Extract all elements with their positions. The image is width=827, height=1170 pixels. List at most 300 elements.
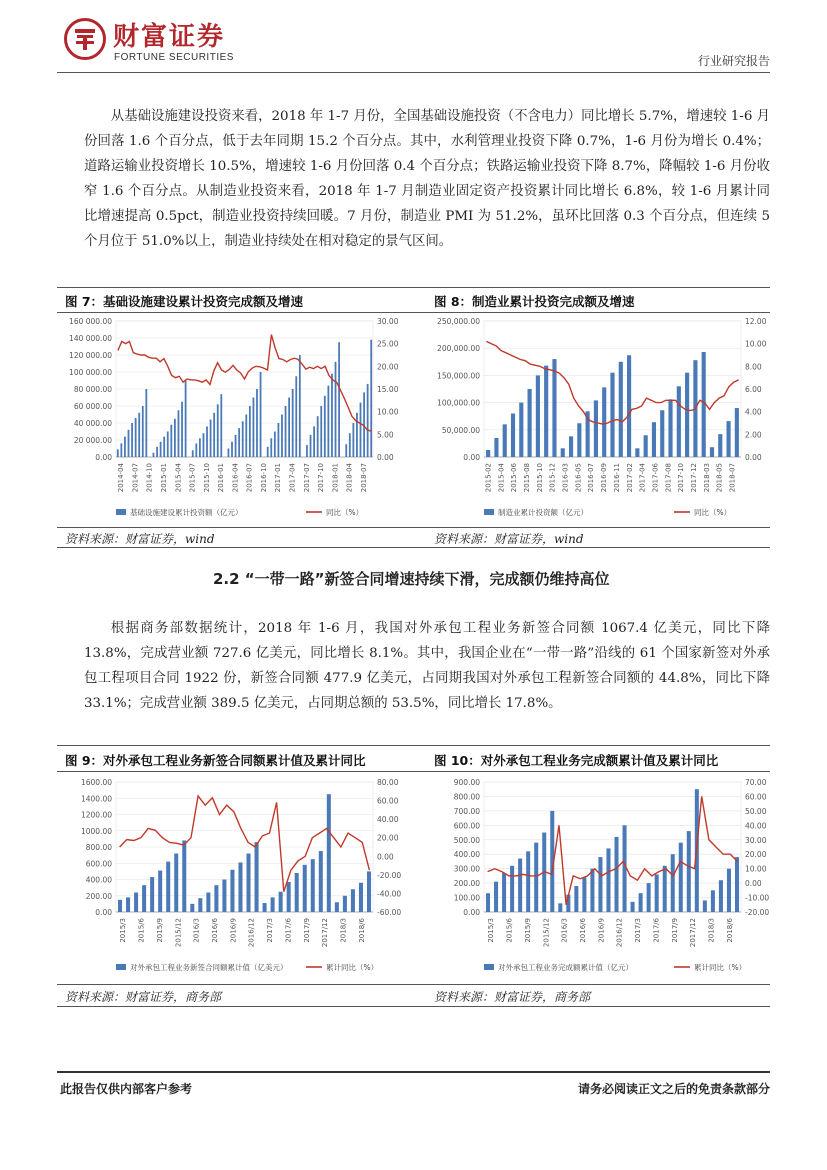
x-tick-label: 2018/3 (339, 918, 348, 943)
bar (195, 443, 197, 457)
figure-7-source: 资料来源：财富证券，wind (65, 532, 215, 546)
bar (249, 406, 251, 457)
x-tick-label: 2016-04 (231, 463, 240, 493)
bar (647, 883, 651, 912)
bar (185, 381, 187, 458)
x-tick-label: 2016-11 (612, 463, 621, 493)
bar (356, 413, 358, 457)
bar (727, 869, 731, 912)
bar (203, 433, 205, 457)
x-tick-label: 2018-05 (715, 463, 724, 493)
bar (192, 450, 194, 457)
bar (271, 897, 275, 912)
bar (153, 453, 155, 457)
bar (278, 423, 280, 457)
bar (335, 902, 339, 912)
legend-bar-label: 基础设施建设累计投资额（亿元） (130, 508, 243, 517)
bar (519, 403, 523, 457)
bar (735, 857, 739, 912)
chart-9 (60, 776, 405, 980)
y2-tick-label: 0.00 (377, 453, 394, 462)
bar (118, 900, 122, 912)
bar (128, 430, 130, 457)
bar (569, 436, 573, 457)
y2-tick-label: 10.00 (377, 407, 399, 417)
x-tick-label: 2016-01 (217, 463, 226, 493)
bar (142, 885, 146, 912)
y2-tick-label: 12.00 (745, 317, 767, 326)
bar (663, 866, 667, 912)
logo-emblem-icon (70, 24, 100, 54)
bar (703, 900, 707, 912)
bar (167, 432, 169, 458)
bar (598, 857, 602, 912)
x-tick-label: 2017-08 (664, 463, 673, 493)
bar (574, 886, 578, 912)
x-tick-label: 2017/6 (284, 918, 293, 943)
legend-line-label: 同比（%） (694, 508, 732, 517)
figure-row2-top-rule (57, 745, 770, 746)
x-tick-label: 2016-05 (574, 463, 583, 493)
bar (270, 438, 272, 457)
y2-tick-label: 60.00 (745, 792, 767, 802)
bar (213, 413, 215, 457)
bar (536, 375, 540, 457)
legend-bar-swatch (116, 509, 126, 515)
bar (526, 851, 530, 912)
y-tick-label: 200.00 (453, 879, 480, 889)
body-paragraph-2 (84, 616, 770, 716)
y-tick-label: 900.00 (453, 778, 480, 787)
company-logo (64, 18, 106, 60)
y2-tick-label: 6.00 (745, 385, 762, 394)
bar (619, 362, 623, 457)
x-tick-label: 2017-10 (317, 463, 326, 493)
bar (178, 410, 180, 457)
legend-bar-label: 制造业累计投资额（亿元） (498, 508, 588, 517)
bar (510, 866, 514, 912)
bar (582, 877, 586, 912)
bar (124, 437, 126, 457)
y2-tick-label: 15.00 (377, 385, 399, 394)
y-tick-label: 100 000.00 (69, 368, 112, 377)
bar (255, 842, 259, 912)
bar (502, 873, 506, 912)
bar (494, 438, 498, 457)
bar (610, 373, 614, 457)
bar (285, 406, 287, 457)
y2-tick-label: 20.00 (745, 850, 767, 860)
bar (552, 359, 556, 457)
x-tick-label: 2015-06 (510, 463, 519, 493)
bar (623, 825, 627, 912)
x-tick-label: 2015-04 (174, 463, 183, 493)
y-tick-label: 1000.00 (80, 826, 112, 836)
y-tick-label: 80 000.00 (73, 385, 112, 394)
x-tick-label: 2016/9 (229, 918, 238, 943)
x-tick-label: 2017-06 (651, 463, 660, 493)
y-tick-label: 0.00 (463, 453, 480, 462)
y-tick-label: 600.00 (453, 821, 480, 831)
chart-8 (428, 315, 773, 525)
legend-bar-label: 对外承包工程业务新签合同额累计值（亿美元） (130, 963, 288, 972)
bar (718, 434, 722, 457)
bar (544, 366, 548, 457)
figure-row-bottom-rule (57, 527, 770, 528)
x-tick-label: 2015-04 (497, 463, 506, 493)
bar (561, 448, 565, 457)
y-tick-label: 120 000.00 (69, 351, 112, 360)
bar (327, 794, 331, 912)
bar (310, 435, 312, 457)
bar (319, 851, 323, 912)
bar (655, 874, 659, 912)
bar (367, 871, 371, 912)
x-tick-label: 2017/9 (302, 918, 311, 943)
y-tick-label: 150,000.00 (437, 371, 480, 381)
x-tick-label: 2015/9 (523, 918, 532, 943)
bar (138, 413, 140, 457)
footer-disclaimer-right: 请务必阅读正文之后的免责条款部分 (577, 1082, 770, 1096)
bar (174, 419, 176, 457)
figure-9-title: 图 9：对外承包工程业务新签合同额累计值及累计同比 (65, 753, 366, 768)
y2-tick-label: -20.00 (377, 870, 402, 880)
bar (158, 871, 162, 912)
bar (511, 413, 515, 457)
bar (639, 893, 643, 912)
y2-tick-label: 0.00 (377, 852, 394, 862)
bar (160, 442, 162, 457)
y-tick-label: 300.00 (453, 864, 480, 874)
x-tick-label: 2018-04 (345, 463, 354, 493)
x-tick-label: 2016-03 (561, 463, 570, 493)
y2-tick-label: -10.00 (745, 893, 770, 903)
bar (222, 880, 226, 913)
bar (287, 882, 291, 912)
figure-10-source: 资料来源：财富证券，商务部 (434, 990, 591, 1004)
figure-9-source: 资料来源：财富证券，商务部 (65, 990, 222, 1004)
legend-bar-swatch (484, 964, 494, 970)
figure-8-source: 资料来源：财富证券，wind (434, 532, 584, 546)
bar (135, 418, 137, 457)
x-tick-label: 2018-03 (702, 463, 711, 493)
bar (267, 447, 269, 457)
footer-rule (57, 1071, 770, 1073)
bar (324, 396, 326, 457)
x-tick-label: 2015/12 (174, 918, 183, 948)
y-tick-label: 600.00 (85, 859, 112, 869)
y2-tick-label: 4.00 (745, 407, 762, 417)
y-tick-label: 20 000.00 (73, 436, 112, 445)
x-tick-label: 2017-04 (638, 463, 647, 493)
x-tick-label: 2016-07 (245, 463, 254, 493)
x-tick-label: 2015-12 (548, 463, 557, 493)
bar (238, 862, 242, 912)
bar (367, 384, 369, 457)
x-tick-label: 2016-09 (600, 463, 609, 493)
bar (679, 843, 683, 912)
bar (156, 447, 158, 457)
section-title: 2.2 “一带一路”新签合同增速持续下滑，完成额仍维持高位 (213, 570, 610, 588)
figure-row2-title-rule (57, 771, 770, 772)
x-tick-label: 2014-10 (145, 463, 154, 493)
bar (606, 848, 610, 912)
bar (256, 389, 258, 457)
y-tick-label: 0.00 (95, 908, 112, 917)
bar (710, 447, 714, 457)
bar (313, 426, 315, 457)
x-tick-label: 2018/6 (725, 918, 734, 943)
y-tick-label: 100,000.00 (437, 398, 480, 408)
x-tick-label: 2017-10 (677, 463, 686, 493)
bar (150, 877, 154, 912)
series-line (120, 796, 370, 892)
x-tick-label: 2015/6 (505, 918, 514, 943)
x-tick-label: 2016/3 (560, 918, 569, 943)
x-tick-label: 2017/3 (634, 918, 643, 943)
y-tick-label: 1400.00 (80, 794, 112, 804)
x-tick-label: 2015-01 (159, 463, 168, 493)
bar (279, 892, 283, 912)
x-tick-label: 2015-07 (188, 463, 197, 493)
bar (671, 854, 675, 912)
y2-tick-label: 5.00 (377, 430, 394, 440)
y2-tick-label: 40.00 (377, 815, 399, 825)
bar (288, 398, 290, 458)
bar (343, 896, 347, 912)
x-tick-label: 2016-07 (587, 463, 596, 493)
bar (668, 399, 672, 457)
y-tick-label: 800.00 (453, 792, 480, 802)
bar (242, 421, 244, 457)
bar (631, 902, 635, 912)
y2-tick-label: -60.00 (377, 908, 402, 917)
bar (677, 386, 681, 457)
chart-10 (428, 776, 773, 980)
bar (245, 415, 247, 458)
y2-tick-label: 25.00 (377, 339, 399, 349)
bar (486, 893, 490, 912)
bar (327, 386, 329, 457)
figure-row-top-rule (57, 287, 770, 288)
y2-tick-label: 0.00 (745, 879, 762, 889)
y-tick-label: 400.00 (85, 875, 112, 885)
legend-bar-swatch (116, 964, 126, 970)
bar (558, 903, 562, 912)
bar (174, 854, 178, 913)
series-line (118, 335, 371, 432)
x-tick-label: 2018-07 (359, 463, 368, 493)
bar (182, 841, 186, 913)
bar (263, 903, 267, 912)
x-tick-label: 2017-01 (274, 463, 283, 493)
x-tick-label: 2016/12 (247, 918, 256, 948)
bar (635, 448, 639, 457)
y-tick-label: 800.00 (85, 843, 112, 852)
bar (199, 438, 201, 457)
x-tick-label: 2018-07 (728, 463, 737, 493)
bar (687, 831, 691, 912)
bar (120, 443, 122, 457)
bar (131, 423, 133, 457)
x-tick-label: 2017-07 (302, 463, 311, 493)
y-tick-label: 100.00 (453, 893, 480, 903)
bar (349, 433, 351, 457)
bar (345, 444, 347, 457)
bar (134, 893, 138, 913)
y-tick-label: 0.00 (463, 908, 480, 917)
bar (317, 416, 319, 457)
bar (503, 424, 507, 457)
y2-tick-label: 10.00 (745, 864, 767, 874)
x-tick-label: 2018-01 (331, 463, 340, 493)
bar (726, 421, 730, 457)
y2-tick-label: 30.00 (377, 317, 399, 326)
x-tick-label: 2017-02 (625, 463, 634, 493)
bar (295, 873, 299, 912)
figure-row2-end-rule (57, 1006, 770, 1007)
bar (370, 340, 372, 457)
bar (126, 897, 130, 912)
y-tick-label: 40 000.00 (73, 419, 112, 428)
bar (331, 374, 333, 457)
header-rule (57, 72, 770, 73)
chart-7 (60, 315, 405, 525)
bar (652, 422, 656, 457)
bar (238, 428, 240, 457)
bar (528, 389, 532, 457)
y2-tick-label: -20.00 (745, 908, 770, 917)
y2-tick-label: 0.00 (745, 453, 762, 462)
bar (190, 904, 194, 912)
y-tick-label: 500.00 (453, 835, 480, 845)
series-line (488, 796, 738, 904)
bar (360, 403, 362, 457)
x-tick-label: 2017-04 (288, 463, 297, 493)
bar (351, 889, 355, 912)
y2-tick-label: 60.00 (377, 796, 399, 806)
x-tick-label: 2014-04 (117, 463, 126, 493)
bar (644, 435, 648, 457)
bar (281, 415, 283, 458)
bar (602, 387, 606, 457)
y2-tick-label: 8.00 (745, 362, 762, 372)
x-tick-label: 2017/6 (652, 918, 661, 943)
bar (590, 869, 594, 912)
bar (534, 843, 538, 912)
y-tick-label: 1200.00 (80, 810, 112, 820)
bar (260, 372, 262, 457)
x-tick-label: 2016-10 (259, 463, 268, 493)
x-tick-label: 2017/12 (321, 918, 330, 948)
x-tick-label: 2017-12 (690, 463, 699, 493)
y2-tick-label: 20.00 (377, 833, 399, 843)
bar (494, 882, 498, 912)
bar (295, 376, 297, 457)
bar (735, 408, 739, 457)
company-name-cn: 财富证券 (113, 22, 226, 52)
bar (235, 435, 237, 457)
bar (163, 437, 165, 457)
bar (359, 883, 363, 912)
report-type: 行业研究报告 (697, 54, 770, 68)
bar (306, 445, 308, 457)
legend-line-label: 同比（%） (326, 508, 364, 517)
bar (247, 854, 251, 913)
bar (230, 870, 234, 912)
x-tick-label: 2015/9 (155, 918, 164, 943)
bar (719, 880, 723, 912)
y-tick-label: 160 000.00 (69, 317, 112, 326)
body-paragraph-1 (84, 104, 770, 254)
y-tick-label: 60 000.00 (73, 402, 112, 411)
y2-tick-label: 50.00 (745, 806, 767, 816)
y2-tick-label: 20.00 (377, 362, 399, 372)
legend-line-label: 累计同比（%） (326, 963, 379, 972)
y-tick-label: 140 000.00 (69, 334, 112, 343)
figure-8-title: 图 8：制造业累计投资完成额及增速 (434, 294, 635, 309)
bar (117, 449, 119, 457)
bar (198, 898, 202, 912)
figure-row-title-rule (57, 312, 770, 313)
y-tick-label: 0.00 (95, 453, 112, 462)
x-tick-label: 2016/6 (578, 918, 587, 943)
bar (142, 406, 144, 457)
x-tick-label: 2017/3 (266, 918, 275, 943)
bar (615, 837, 619, 912)
bar (338, 342, 340, 457)
bar (299, 355, 301, 457)
x-tick-label: 2015/3 (487, 918, 496, 943)
bar (228, 449, 230, 458)
bar (660, 410, 664, 457)
y-tick-label: 250,000.00 (437, 317, 480, 326)
x-tick-label: 2015/6 (137, 918, 146, 943)
bar (210, 420, 212, 457)
x-tick-label: 2015-02 (484, 463, 493, 493)
bar (711, 890, 715, 912)
x-tick-label: 2014-07 (131, 463, 140, 493)
legend-line-label: 累计同比（%） (694, 963, 747, 972)
bar (486, 450, 490, 457)
y2-tick-label: -40.00 (377, 889, 402, 899)
bar (518, 859, 522, 912)
bar (292, 389, 294, 457)
x-tick-label: 2017/9 (670, 918, 679, 943)
paragraph-text: 从基础设施建设投资来看，2018 年 1-7 月份，全国基础设施投资（不含电力）同比增长 5.7%，增速较 1-6 月份回落 1.6 个百分点，低于去年同期 15.2 个百分点。其中，水利管理业投资下降 0.7%，1-6 月份为增长 0.4%；道路运输业投资增长 10.5%，增速较 1-6 月份回落 0.4 个百分点；铁路运输业投资下降 8.7%，降幅较 1-6 月份收窄 1.6 个百分点。从制造业投资来看，2018 年 1-7 月制造业固定资产投资累计同比增长 6.8%，较 1-6 月累计同比增速提高 0.5pct，制造业投资持续回暖。7 月份，制造业 PMI 为 51.2%，虽环比回落 0.3 个百分点，但连续 5 个月位于 51.0%以上，制造业持续处在相对稳定的景气区间。 (84, 109, 770, 249)
bar (220, 394, 222, 457)
x-tick-label: 2016/6 (210, 918, 219, 943)
x-tick-label: 2018/6 (357, 918, 366, 943)
bar (206, 893, 210, 913)
bar (335, 362, 337, 457)
y-tick-label: 1600.00 (80, 778, 112, 787)
bar (311, 859, 315, 912)
y-tick-label: 400.00 (453, 850, 480, 860)
figure-10-title: 图 10：对外承包工程业务完成额累计值及累计同比 (434, 753, 719, 768)
y-tick-label: 50,000.00 (441, 425, 480, 435)
y-tick-label: 200.00 (85, 891, 112, 901)
x-tick-label: 2015/3 (119, 918, 128, 943)
x-tick-label: 2015-10 (202, 463, 211, 493)
y2-tick-label: 2.00 (745, 430, 762, 440)
x-tick-label: 2015/12 (542, 918, 551, 948)
x-tick-label: 2018/3 (707, 918, 716, 943)
y2-tick-label: 10.00 (745, 339, 767, 349)
x-tick-label: 2015-08 (522, 463, 531, 493)
legend-bar-label: 对外承包工程业务完成额累计值（亿元） (498, 963, 633, 972)
figure-7-title: 图 7：基础设施建设累计投资完成额及增速 (65, 294, 304, 309)
